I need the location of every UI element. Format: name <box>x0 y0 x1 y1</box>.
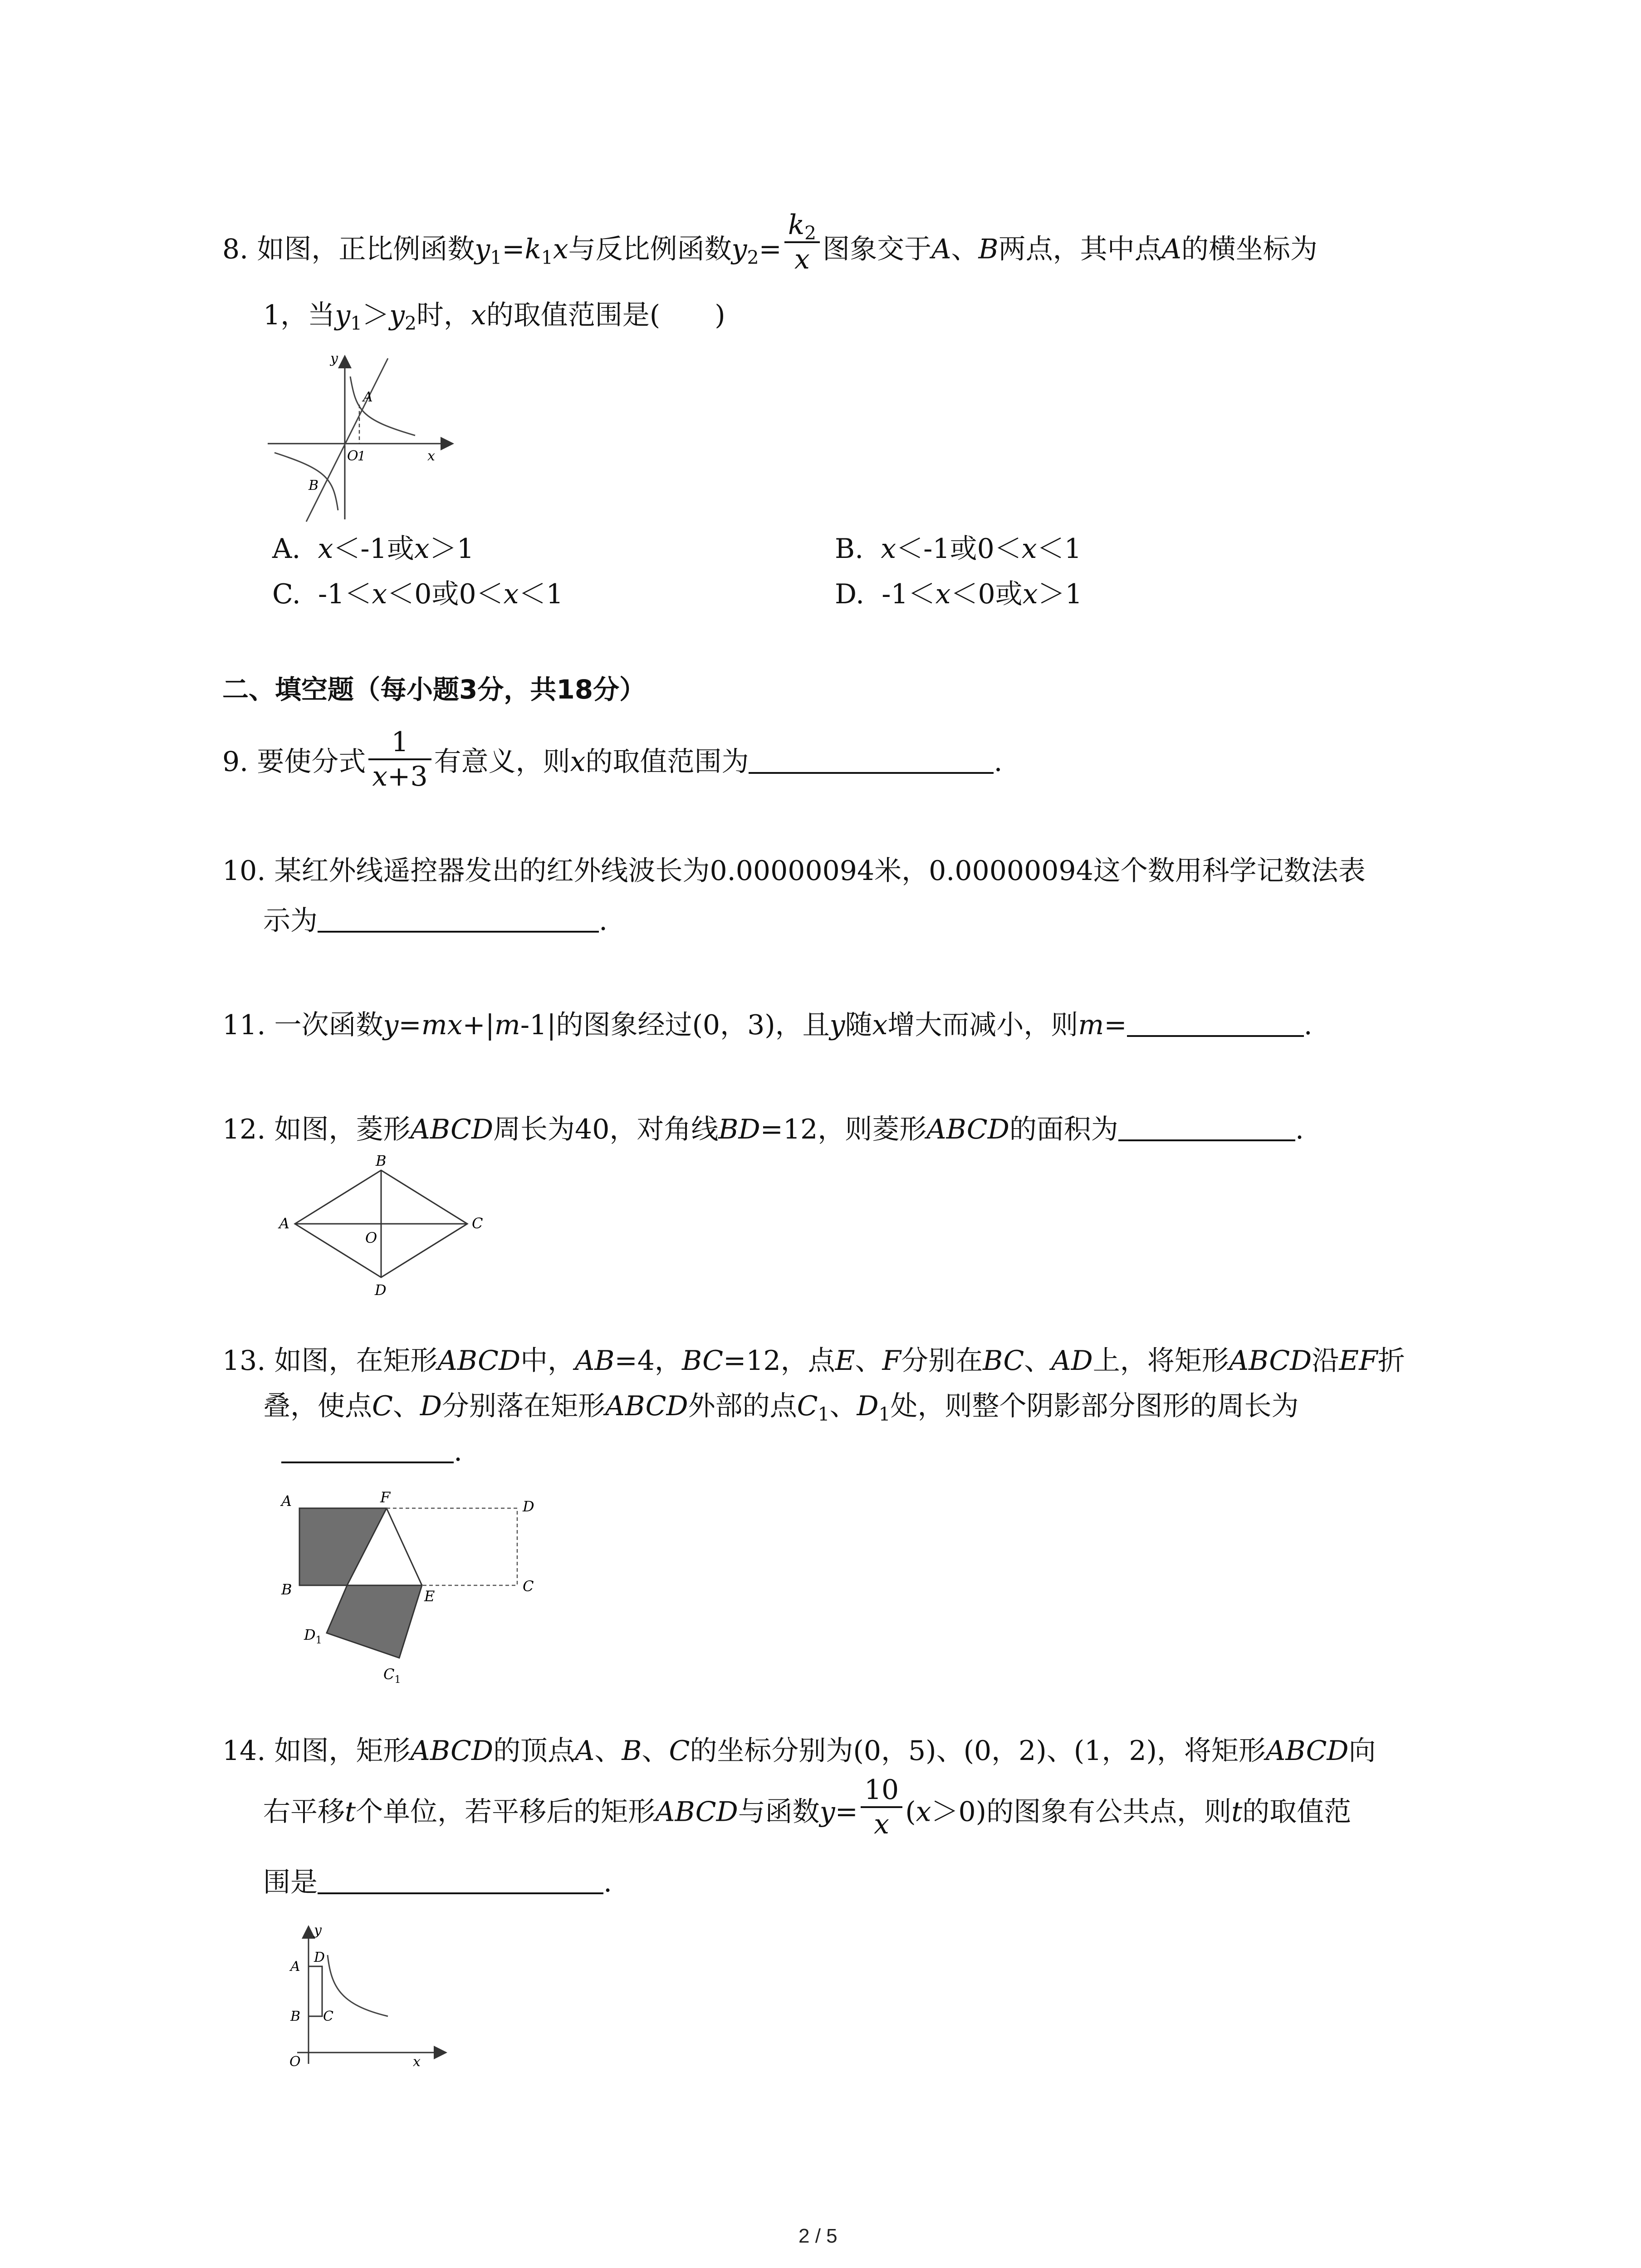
q13-fig-label-d1: $D_1$ <box>304 1626 322 1646</box>
q12-answer-blank[interactable] <box>1118 1112 1295 1141</box>
q9-fraction: $\frac{1}{x+3}$ <box>368 726 431 793</box>
section-title: 二、填空题（每小题3分，共18分） <box>222 674 646 705</box>
q14-coordinate-diagram <box>272 1919 463 2073</box>
q13-answer-blank[interactable] <box>281 1434 454 1463</box>
q13-fig-label-e: E <box>424 1588 435 1605</box>
q13-fig-label-f: F <box>380 1489 391 1506</box>
q8-fig-label-x: x <box>427 448 435 464</box>
q8-fig-label-o: O <box>347 448 358 464</box>
q12-fig-label-d: D <box>375 1281 387 1299</box>
q13-fig-label-b: B <box>281 1581 292 1598</box>
q14-line1: 14. 如图，矩形ABCD的顶点A、B、C的坐标分别为(0，5)、(0，2)、(1，2)，将矩形ABCD向 <box>222 1735 1376 1767</box>
q13-fig-label-c: C <box>523 1578 534 1595</box>
q10-answer-blank[interactable] <box>318 904 599 933</box>
q12-fig-label-a: A <box>279 1215 290 1232</box>
q8-fraction: $\frac{k_2}{x}$ <box>784 209 820 276</box>
q12-fig-label-o: O <box>365 1229 377 1246</box>
q14-fraction: $\frac{10}{x}$ <box>861 1774 902 1841</box>
q14-line2: 右平移t个单位，若平移后的矩形ABCD与函数y= $\frac{10}{x}$ (x＞0)的图象有公共点，则t的取值范 <box>263 1774 1352 1840</box>
q8-line2: 1，当$y_1>y_2$时，x的取值范围是( ) <box>263 299 725 335</box>
q9-answer-blank[interactable] <box>749 745 994 774</box>
q11: 11. 一次函数y=mx+|m-1|的图象经过(0，3)，且y随x增大而减小，则m= . <box>222 1007 1313 1043</box>
q12-rhombus-diagram <box>272 1152 499 1302</box>
q8-option-b: B. x＜-1或0＜x＜1 <box>835 533 1082 565</box>
q14-fig-label-d: D <box>314 1950 325 1965</box>
q14-fig-label-b: B <box>290 2009 301 2024</box>
q14-line3: 围是 . <box>263 1864 612 1901</box>
q8-fig-label-b: B <box>309 478 319 494</box>
q12-fig-label-b: B <box>376 1152 387 1169</box>
q13-fig-label-a: A <box>281 1492 292 1510</box>
q13-fig-label-c1: $C_1$ <box>383 1666 401 1686</box>
q9: 9. 要使分式 $\frac{1}{x+3}$ 有意义，则x的取值范围为 . <box>222 726 1003 792</box>
q13-line2: 叠，使点C、D分别落在矩形ABCD外部的点$C_1$、$D_1$处，则整个阴影部分图形的周长为 <box>263 1390 1299 1426</box>
q14-fig-label-a: A <box>290 1959 300 1975</box>
q14-fig-label-y: y <box>314 1922 322 1938</box>
q14-fig-label-o: O <box>289 2054 301 2070</box>
q8-option-c: C. -1＜x＜0或0＜x＜1 <box>272 578 563 610</box>
q8-line1: 8. 如图，正比例函数$y_1=k_1x$与反比例函数$y_2=$ $\frac{k_2}{x}$ 图象交于A、B两点，其中点A的横坐标为 <box>222 209 1318 275</box>
q13-folded-rectangle-diagram <box>272 1488 563 1696</box>
q12: 12. 如图，菱形ABCD周长为40，对角线BD=12，则菱形ABCD的面积为 . <box>222 1111 1304 1148</box>
q14-fig-label-x: x <box>413 2054 421 2070</box>
q14-fig-label-c: C <box>323 2009 333 2024</box>
q8-fig-label-y: y <box>330 351 338 367</box>
q10-line1: 10. 某红外线遥控器发出的红外线波长为0.00000094米，0.00000094这个数用科学记数法表 <box>222 855 1366 887</box>
q8-function-graph <box>263 349 463 526</box>
q13-line1: 13. 如图，在矩形ABCD中，AB=4，BC=12，点E、F分别在BC、AD上，将矩形ABCD沿EF折 <box>222 1345 1405 1377</box>
q14-answer-blank[interactable] <box>318 1865 603 1894</box>
page-number: 2 / 5 <box>798 2225 838 2247</box>
q13-line3: . <box>281 1433 462 1470</box>
q10-line2: 示为 . <box>263 903 607 939</box>
q8-fig-label-a: A <box>363 389 373 405</box>
q8-fig-label-1: 1 <box>358 449 366 464</box>
q8-option-a: A. x＜-1或x＞1 <box>272 533 474 565</box>
q13-fig-label-d: D <box>523 1498 534 1515</box>
q11-answer-blank[interactable] <box>1127 1008 1304 1037</box>
q8-option-d: D. -1＜x＜0或x＞1 <box>835 578 1083 610</box>
q12-fig-label-c: C <box>472 1215 483 1232</box>
